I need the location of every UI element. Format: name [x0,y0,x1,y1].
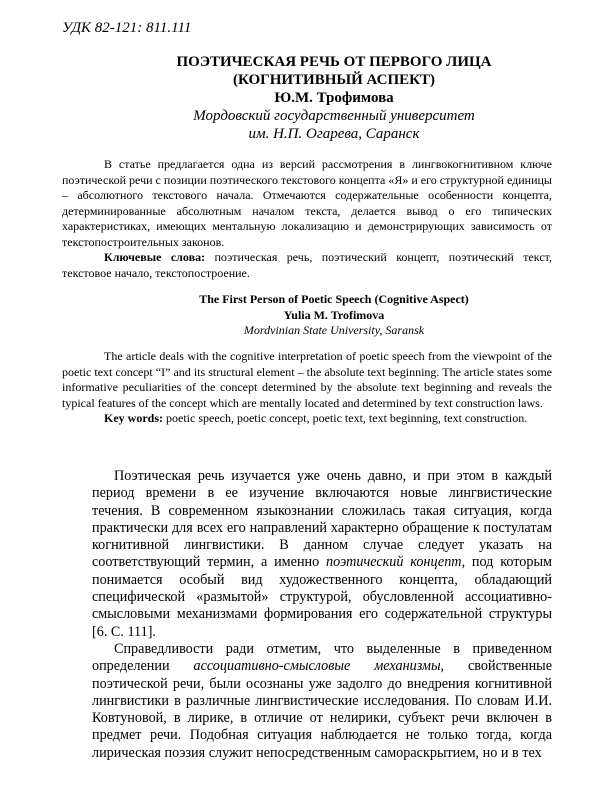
body-paragraph-2 [92,641,552,762]
body-p1-text-a: Поэтическая речь изучается уже очень давно, и при этом в каждый период времени в ее изучение включаются новые лингвистические течения. В современном языкознании сложилась такая ситуация, когда практически для всех его направлений характерно обращение к постулатам когнитивной лингвистики. В данном случае следует указать на соответствующий термин, а именно [92,468,552,571]
english-keywords [62,411,552,427]
body-paragraph-1 [92,468,552,641]
body-p1-text-b: , под которым понимается особый вид художественного концепта, обладающий специфической «размытой» структурой, обусловленной ассоциативно-смысловыми механизмами формирования его содержательной структуры [6. С. 111]. [92,554,552,640]
russian-abstract: В статье предлагается одна из версий рассмотрения в лингвокогнитивном ключе поэтической речи с позиции поэтического текстового концепта «Я» и его структурной единицы – абсолютного текстового начала. Отмечаются содержательные особенности концепта, детерминированные абсолютным началом текста, делается вывод о его типических характеристиках, имеющих ментальную локализацию и демонстрирующих зависимость от текстопостроительных законов. [62,157,552,249]
english-title: The First Person of Poetic Speech (Cognitive Aspect) [199,292,469,306]
english-author: Yulia M. Trofimova [283,307,385,322]
russian-keywords-text: поэтическая речь, поэтический концепт, поэтический текст, текстовое начало, текстопостроение. [62,250,552,280]
body-text [92,468,552,762]
english-affiliation: Mordvinian State University, Saransk [243,323,425,337]
russian-title-line-2: (КОГНИТИВНЫЙ АСПЕКТ) [232,72,435,88]
english-keywords-text: poetic speech, poetic concept, poetic text, text beginning, text construction. [163,411,528,425]
russian-keywords-label: Ключевые слова: [104,250,206,264]
russian-affiliation-line-2: им. Н.П. Огарева, Саранск [248,126,420,142]
russian-author: Ю.М. Трофимова [274,90,394,106]
russian-affiliation-line-1: Мордовский государственный университет [193,108,475,124]
english-abstract: The article deals with the cognitive interpretation of poetic speech from the viewpoint of the poetic text concept “I” and its structural element – the absolute text beginning. The article states some informative peculiarities of the concept determined by the absolute text beginning and reveals the typical features of the concept which are mentally located and determined by text construction laws. [62,349,552,410]
body-p1-term: поэтический концепт [326,554,462,571]
body-p2-text-b: , свойственные поэтической речи, были осознаны уже задолго до внедрения когнитивной лингвистики в различные лингвистические исследования. По словам И.И. Ковтуновой, в лирике, в отличие от нелирики, субъект речи включен в предмет речи. Подобная ситуация наблюдается не только тогда, когда лирическая поэзия служит непосредственным самораскрытием, но и в тех [92,658,552,761]
russian-title-line-1: ПОЭТИЧЕСКАЯ РЕЧЬ ОТ ПЕРВОГО ЛИЦА [176,54,492,70]
english-header [168,292,500,339]
body-p2-term: ассоциативно-смысловые механизмы [193,658,441,675]
russian-header [168,53,500,143]
english-keywords-label: Key words: [104,411,163,425]
russian-abstract-block [62,157,552,281]
udk-code: УДК 82-121: 811.111 [62,20,192,36]
russian-keywords [62,250,552,281]
english-abstract-block [62,349,552,427]
body-p2-text-a: Справедливости ради отметим, что выделенные в приведенном определении [92,640,552,675]
